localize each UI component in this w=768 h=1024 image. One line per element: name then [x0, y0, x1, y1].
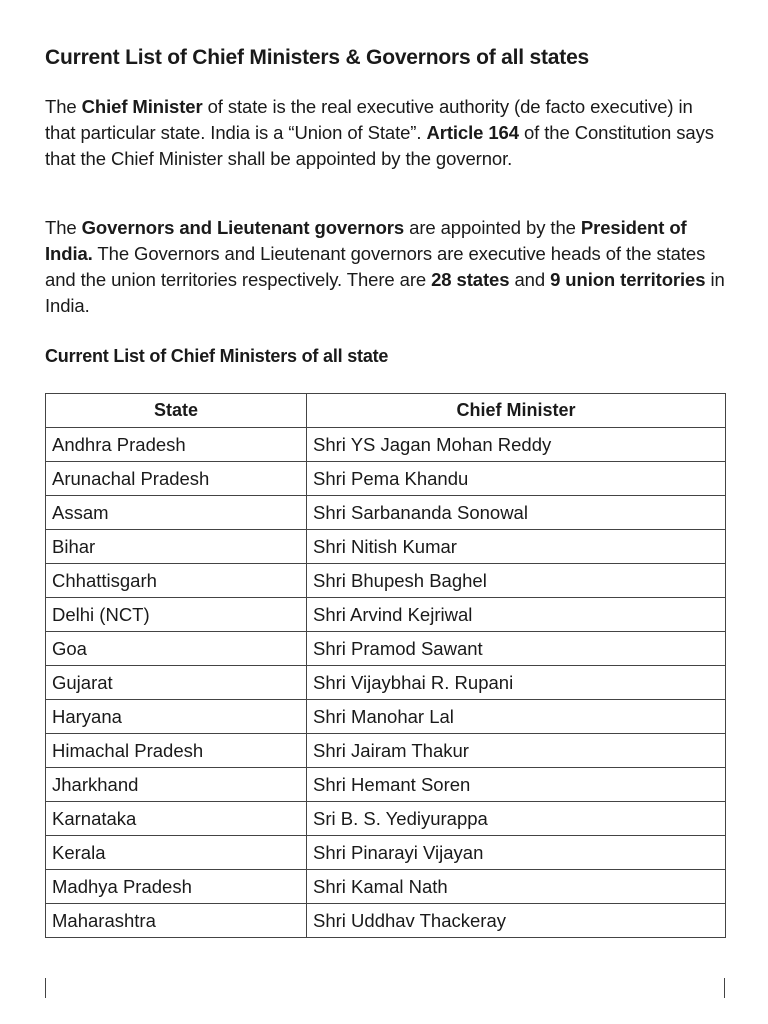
- table-row: [46, 564, 726, 598]
- intro-paragraph-governors: [45, 215, 725, 319]
- table-row: [46, 734, 726, 768]
- table-row: [46, 870, 726, 904]
- chief-minister-cell: Shri Pramod Sawant: [307, 632, 726, 666]
- para2-bold-9-uts: 9 union territories: [550, 269, 706, 290]
- state-cell: Goa: [46, 632, 307, 666]
- chief-ministers-table: [45, 393, 726, 938]
- chief-minister-cell: Shri Sarbananda Sonowal: [307, 496, 726, 530]
- para2-text-2: are appointed by the: [404, 217, 581, 238]
- state-cell: Jharkhand: [46, 768, 307, 802]
- state-cell: Himachal Pradesh: [46, 734, 307, 768]
- header-state: State: [46, 394, 307, 428]
- para1-text-2: of state is the real executive authority (de facto executive) in that particular state. India is a “Union of State”.: [45, 96, 693, 143]
- chief-minister-cell: Shri Hemant Soren: [307, 768, 726, 802]
- table-row: [46, 496, 726, 530]
- table-row: [46, 904, 726, 938]
- table-header-row: [46, 394, 726, 428]
- chief-minister-cell: Shri Vijaybhai R. Rupani: [307, 666, 726, 700]
- header-chief-minister: Chief Minister: [307, 394, 726, 428]
- chief-minister-cell: Shri Uddhav Thackeray: [307, 904, 726, 938]
- state-cell: Madhya Pradesh: [46, 870, 307, 904]
- state-cell: Andhra Pradesh: [46, 428, 307, 462]
- table-row: [46, 598, 726, 632]
- state-cell: Kerala: [46, 836, 307, 870]
- table-continuation: [45, 978, 725, 998]
- state-cell: Chhattisgarh: [46, 564, 307, 598]
- state-cell: Karnataka: [46, 802, 307, 836]
- table-row: [46, 632, 726, 666]
- para2-text-4: and: [509, 269, 551, 290]
- table-row: [46, 768, 726, 802]
- table-row: [46, 530, 726, 564]
- state-cell: Maharashtra: [46, 904, 307, 938]
- chief-minister-cell: Shri Pinarayi Vijayan: [307, 836, 726, 870]
- para2-bold-president: President of India.: [45, 217, 687, 264]
- chief-minister-cell: Shri Kamal Nath: [307, 870, 726, 904]
- table-row: [46, 700, 726, 734]
- para2-text-1: The: [45, 217, 82, 238]
- table-row: [46, 428, 726, 462]
- table-body: [46, 428, 726, 938]
- para1-text-3: of the Constitution says that the Chief Minister shall be appointed by the governor.: [45, 122, 714, 169]
- state-cell: Assam: [46, 496, 307, 530]
- state-cell: Haryana: [46, 700, 307, 734]
- table-row: [46, 836, 726, 870]
- intro-paragraph-chief-minister: [45, 94, 725, 172]
- para1-text-1: The: [45, 96, 82, 117]
- para2-bold-governors: Governors and Lieutenant governors: [81, 217, 405, 238]
- chief-minister-cell: Shri Jairam Thakur: [307, 734, 726, 768]
- para2-text-3: The Governors and Lieutenant governors are executive heads of the states and the union territories respectively. There are: [45, 243, 706, 290]
- chief-minister-cell: Shri YS Jagan Mohan Reddy: [307, 428, 726, 462]
- table-title: Current List of Chief Ministers of all state: [45, 346, 389, 366]
- state-cell: Gujarat: [46, 666, 307, 700]
- chief-minister-cell: Shri Manohar Lal: [307, 700, 726, 734]
- table-row: [46, 802, 726, 836]
- chief-minister-cell: Sri B. S. Yediyurappa: [307, 802, 726, 836]
- state-cell: Bihar: [46, 530, 307, 564]
- para1-bold-article-164: Article 164: [426, 122, 519, 143]
- para2-bold-28-states: 28 states: [431, 269, 510, 290]
- chief-minister-cell: Shri Arvind Kejriwal: [307, 598, 726, 632]
- state-cell: Arunachal Pradesh: [46, 462, 307, 496]
- state-cell: Delhi (NCT): [46, 598, 307, 632]
- chief-minister-cell: Shri Nitish Kumar: [307, 530, 726, 564]
- chief-minister-cell: Shri Pema Khandu: [307, 462, 726, 496]
- para2-text-5: in India.: [45, 269, 725, 316]
- page-title: Current List of Chief Ministers & Governors of all states: [45, 46, 590, 69]
- table-row: [46, 462, 726, 496]
- chief-minister-cell: Shri Bhupesh Baghel: [307, 564, 726, 598]
- table-row: [46, 666, 726, 700]
- para1-bold-chief-minister: Chief Minister: [81, 96, 203, 117]
